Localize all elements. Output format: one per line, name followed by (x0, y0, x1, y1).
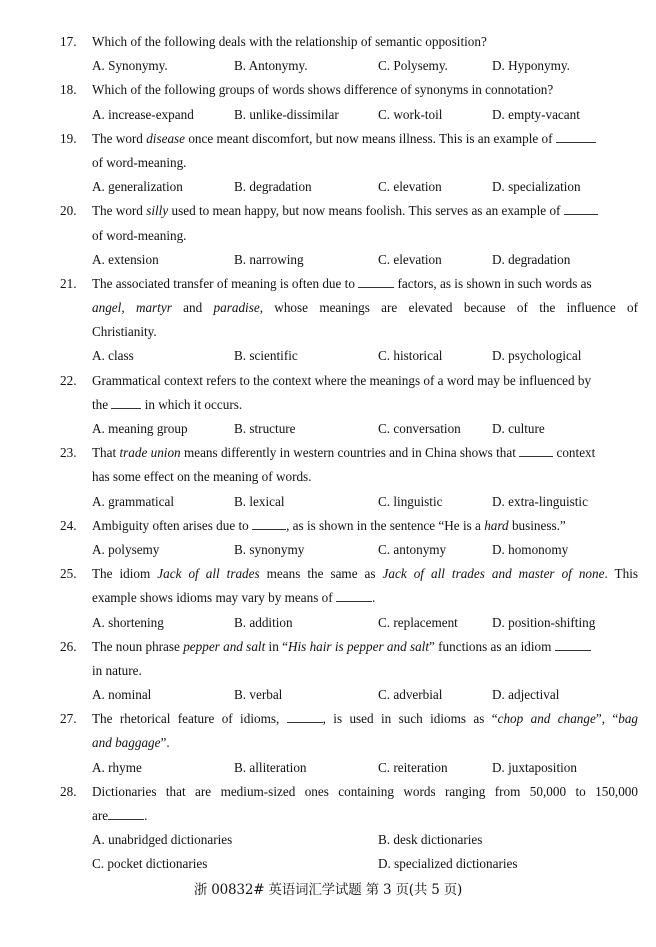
options-row (60, 538, 638, 562)
stem-text: means the same as (259, 566, 383, 582)
options-row (60, 611, 638, 635)
question-number: 21. (60, 275, 77, 291)
question-stem (92, 514, 638, 538)
answer-blank (108, 807, 144, 820)
exam-page (0, 30, 656, 877)
question-24 (60, 514, 638, 562)
option-a: A. increase-expand (92, 106, 194, 122)
options-row (60, 248, 638, 272)
options-row (60, 54, 638, 78)
stem-italic-term: pepper and salt (183, 638, 266, 654)
option-a: A. shortening (92, 614, 164, 630)
options-row (60, 490, 638, 514)
question-stem-continued: of word-meaning. (92, 154, 187, 170)
stem-text: are (92, 808, 109, 823)
stem-italic-term: bag (618, 711, 638, 727)
question-number: 23. (60, 445, 77, 461)
answer-blank (252, 517, 286, 530)
question-number: 20. (60, 203, 77, 219)
stem-text: context (553, 445, 596, 461)
stem-italic-term: martyr (135, 300, 172, 316)
stem-text: Ambiguity often arises due to (92, 517, 253, 533)
stem-text: example shows idioms may vary by means of (92, 590, 336, 606)
stem-text: once meant discomfort, but now means illness. This is an example of (185, 130, 556, 146)
option-b: B. synonymy (234, 541, 305, 557)
answer-blank (358, 275, 394, 288)
question-26 (60, 635, 638, 708)
question-number: 22. (60, 372, 77, 388)
option-b: B. degradation (234, 179, 312, 195)
option-c: C. linguistic (378, 493, 443, 509)
stem-italic-term: and baggage (92, 735, 161, 751)
option-b: B. scientific (234, 348, 298, 364)
option-d: D. specialization (492, 179, 581, 195)
option-d: D. homonomy (492, 541, 569, 557)
question-number: 18. (60, 82, 77, 98)
stem-text: in “ (265, 638, 288, 654)
stem-text: . (144, 808, 148, 823)
stem-text: The rhetorical feature of idioms, (92, 711, 287, 727)
option-c: C. replacement (378, 614, 458, 630)
stem-text: means differently in western countries and in China shows that (180, 445, 520, 461)
question-stem (92, 441, 638, 465)
question-21 (60, 272, 638, 369)
option-a: A. meaning group (92, 421, 188, 436)
stem-italic-term: Jack of all trades (157, 566, 260, 582)
option-d: D. position-shifting (492, 614, 596, 630)
option-a: A. nominal (92, 687, 152, 703)
option-a: A. rhyme (92, 759, 142, 775)
question-number: 26. (60, 638, 77, 654)
question-27 (60, 707, 638, 780)
question-stem-continued (92, 804, 638, 828)
options-row (60, 344, 638, 368)
stem-text: That (92, 445, 120, 461)
option-d: D. empty-vacant (492, 106, 580, 122)
stem-italic-term: chop and change (497, 711, 596, 727)
option-c: C. work-toil (378, 106, 443, 122)
question-stem-continued (92, 296, 638, 320)
answer-blank (564, 202, 598, 215)
stem-text: , whose meanings are elevated because of the influence of (259, 300, 639, 316)
question-stem-continued: Christianity. (92, 324, 157, 340)
option-d: D. extra-linguistic (492, 493, 588, 509)
options-row (60, 683, 638, 707)
question-number: 25. (60, 566, 77, 582)
question-stem-continued (92, 731, 638, 755)
stem-text: ” functions as an idiom (429, 638, 555, 654)
question-20 (60, 199, 638, 272)
answer-blank (111, 396, 141, 409)
question-stem (92, 707, 638, 731)
stem-text: , as is shown in the sentence “He is a (286, 517, 485, 533)
question-stem: Which of the following deals with the relationship of semantic opposition? (92, 34, 487, 49)
option-c: C. elevation (378, 179, 442, 195)
stem-text: business.” (508, 517, 566, 533)
question-22 (60, 369, 638, 442)
stem-text: factors, as is shown in such words as (394, 275, 592, 291)
option-a: A. extension (92, 251, 159, 267)
stem-text: and (171, 300, 214, 316)
stem-italic-term: silly (146, 203, 169, 219)
options-row (60, 103, 638, 127)
option-c: C. elevation (378, 251, 442, 267)
stem-text: The idiom (92, 566, 158, 582)
question-number: 27. (60, 711, 77, 727)
option-d: D. culture (492, 421, 545, 436)
question-stem (92, 199, 638, 223)
option-a: A. generalization (92, 179, 183, 195)
question-stem: Which of the following groups of words shows difference of synonyms in connotation? (92, 82, 554, 98)
page-footer: 浙 00832# 英语词汇学试题 第 3 页(共 5 页) (193, 882, 463, 898)
stem-italic-term: disease (146, 130, 186, 146)
option-b: B. alliteration (234, 759, 307, 775)
option-c: C. pocket dictionaries (92, 856, 208, 872)
stem-italic-term: paradise (213, 300, 260, 316)
question-25 (60, 562, 638, 635)
stem-text: The associated transfer of meaning is often due to (92, 275, 359, 291)
stem-text: The noun phrase (92, 638, 184, 654)
question-stem-continued: of word-meaning. (92, 227, 187, 243)
stem-text: the (92, 396, 112, 412)
option-d: D. specialized dictionaries (378, 856, 518, 872)
option-c: C. Polysemy. (378, 58, 448, 74)
question-23 (60, 441, 638, 514)
option-b: B. desk dictionaries (378, 832, 483, 848)
question-stem-continued (92, 393, 638, 417)
answer-blank (556, 130, 596, 143)
option-c: C. adverbial (378, 687, 443, 703)
stem-text: , (121, 300, 136, 316)
stem-italic-term: His hair is pepper and salt (287, 638, 430, 654)
option-b: B. unlike-dissimilar (234, 106, 339, 122)
question-number: 28. (60, 783, 77, 799)
option-b: B. structure (234, 421, 296, 436)
options-row (60, 175, 638, 199)
options-row (60, 852, 638, 876)
option-a: A. polysemy (92, 541, 160, 557)
question-stem: Grammatical context refers to the context where the meanings of a word may be influenced by (92, 372, 592, 388)
question-stem-continued (92, 586, 638, 610)
stem-text: The word (92, 130, 147, 146)
option-c: C. conversation (378, 421, 461, 436)
question-number: 19. (60, 130, 77, 146)
stem-text: The word (92, 203, 147, 219)
option-c: C. historical (378, 348, 443, 364)
option-b: B. narrowing (234, 251, 304, 267)
stem-italic-term: Jack of all trades and master of none (382, 566, 605, 582)
question-number: 17. (60, 34, 77, 49)
option-a: A. class (92, 348, 134, 364)
stem-text: in which it occurs. (141, 396, 243, 412)
answer-blank (519, 444, 553, 457)
question-stem (92, 127, 638, 151)
stem-text: ”. (160, 735, 170, 751)
stem-italic-term: trade union (119, 445, 181, 461)
stem-text: used to mean happy, but now means foolish. This serves as an example of (168, 203, 564, 219)
option-c: C. reiteration (378, 759, 448, 775)
stem-text: . (371, 590, 376, 606)
question-stem (92, 635, 638, 659)
option-d: D. degradation (492, 251, 571, 267)
answer-blank (287, 710, 323, 723)
question-stem (92, 272, 638, 296)
option-b: B. verbal (234, 687, 283, 703)
options-row (60, 756, 638, 780)
options-row (60, 417, 638, 441)
option-d: D. adjectival (492, 687, 560, 703)
question-number: 24. (60, 517, 77, 533)
stem-text: . This (604, 566, 638, 582)
option-a: A. grammatical (92, 493, 175, 509)
question-18 (60, 78, 638, 126)
option-a: A. Synonymy. (92, 58, 168, 74)
options-row (60, 828, 638, 852)
question-stem-continued: in nature. (92, 662, 142, 678)
option-c: C. antonymy (378, 541, 447, 557)
question-19 (60, 127, 638, 200)
answer-blank (555, 638, 591, 651)
option-d: D. Hyponymy. (492, 58, 570, 74)
option-d: D. juxtaposition (492, 759, 577, 775)
option-b: B. lexical (234, 493, 285, 509)
answer-blank (336, 589, 372, 602)
stem-text: , is used in such idioms as “ (322, 711, 498, 727)
question-28 (60, 780, 638, 877)
option-d: D. psychological (492, 348, 582, 364)
option-a: A. unabridged dictionaries (92, 832, 233, 848)
question-stem (92, 562, 638, 586)
stem-italic-term: angel (92, 300, 122, 316)
stem-italic-term: hard (484, 517, 509, 533)
question-17 (60, 30, 638, 78)
option-b: B. Antonymy. (234, 58, 308, 74)
option-b: B. addition (234, 614, 293, 630)
question-stem: Dictionaries that are medium-sized ones containing words ranging from 50,000 to 150,000 (92, 783, 638, 799)
question-stem-continued: has some effect on the meaning of words. (92, 469, 312, 485)
stem-text: ”, “ (595, 711, 619, 727)
